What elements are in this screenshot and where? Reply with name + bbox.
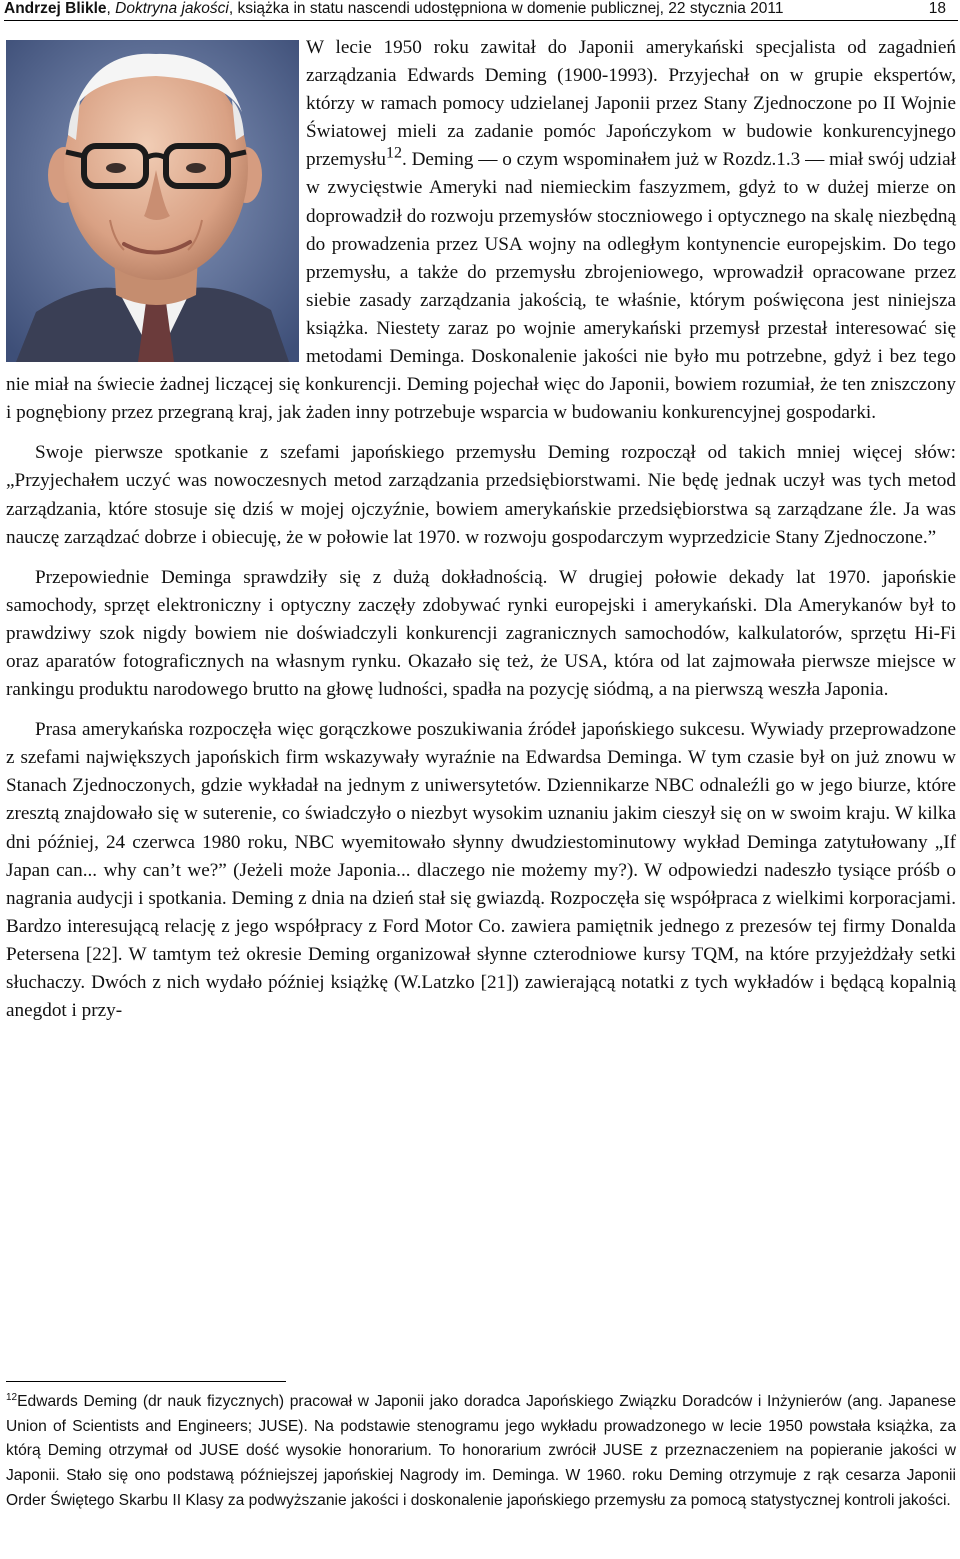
page-number: 18 xyxy=(928,0,946,17)
header-title: Andrzej Blikle, Doktryna jakości, książka in statu nascendi udostępniona w domenie publicznej, 22 stycznia 2011 xyxy=(4,0,784,17)
header-description: , książka in statu nascendi udostępniona w domenie publicznej, 22 stycznia 2011 xyxy=(228,0,784,17)
header-book-title: Doktryna jakości xyxy=(115,0,229,17)
footnote-mark: 12 xyxy=(6,1391,18,1403)
photo-float-spacer xyxy=(6,34,306,370)
paragraph-2: Swoje pierwsze spotkanie z szefami japońskiego przemysłu Deming rozpoczął od takich mniej więcej słów: „Przyjechałem uczyć was nowoczesnych metod zarządzania przedsiębiorstwami. Nie będę jednak uczył was tych metod zarządzania, które stosuje się dziś w mojej ojczyźnie, bowiem amerykańskie przedsiębiorstwa są zarządzane źle. Ja was nauczę zarządzać dobrze i obiecuję, że w połowie lat 1970. w rozwoju gospodarczym wyprzedzicie Stany Zjednoczone.” xyxy=(6,442,956,548)
header-author: Andrzej Blikle xyxy=(4,0,107,17)
paragraph-1-continued: . Deming — o czym wspominałem już w Rozdz.1.3 — miał swój udział w zwycięstwie Ameryki nad niemieckim faszyzmem, gdyż to w dużej mierze on doprowadził do rozwoju przemysłów stoczniowego i optycznego na skalę niezbędną do prowadzenia przez USA wojny na odległym kontynencie europejskim. Do tego przemysłu, a także do przemysłu zbrojeniowego, wprowadził opracowane przez siebie zasady zarządzania jakością, te właśnie, którym poświęcona jest niniejsza książka. Niestety zaraz po wojnie amerykański przemysł przestał interesować się metodami Deminga. Doskonalenie jakości nie było mu potrzebne, gdyż i bez tego nie miał na świecie żadnej liczącej się konkurencji. Deming pojechał więc do Japonii, bowiem rozumiał, że ten zniszczony i pognębiony przez przegraną kraj, jak żaden inny potrzebuje wsparcia w budowaniu konkurencyjnej gospodarki. xyxy=(6,149,956,424)
paragraph-1 xyxy=(6,34,956,427)
footnote-separator xyxy=(6,1381,286,1382)
running-header xyxy=(4,0,958,21)
paragraph-1-text: W lecie 1950 roku zawitał do Japonii amerykański specjalista od zagadnień zarządzania Edwards Deming (1900-1993). Przyjechał on w grupie ekspertów, którzy w ramach pomocy udzielanej Japonii przez Stany Zjednoczone po II Wojnie Światowej mieli za zadanie pomóc Japończykom w budowie konkurencyjnego przemysłu xyxy=(306,37,956,171)
paragraph-4: Prasa amerykańska rozpoczęła więc gorączkowe poszukiwania źródeł japońskiego sukcesu. Wywiady przeprowadzone z szefami największych japońskich firm wskazywały wyraźnie na Edwardsa Deminga. W tym czasie był on już znowu w Stanach Zjednoczonych, gdzie wykładał na jednym z uniwersytetów. Dziennikarze NBC odnaleźli go w jego biurze, które zresztą znajdowało się w suterenie, co świadczyło o niezbyt wysokim uznaniu jakim cieszył się on w swoim kraju. W kilka dni później, 24 czerwca 1980 roku, NBC wyemitowało słynny dwudziestominutowy wykład Deminga zatytułowany „If Japan can... why can’t we?” (Jeżeli może Japonia... dlaczego nie możemy my?). W odpowiedzi nadeszło tysiące próśb o nagrania audycji i spotkania. Deming z dnia na dzień stał się gwiazdą. Rozpoczęła się współpraca z wielkimi korporacjami. Bardzo interesującą relację z jego współpracy z Ford Motor Co. zawiera pamiętnik jednego z prezesów tej firmy Donalda Petersena [22]. W tamtym też okresie Deming organizował słynne czterodniowe kursy TQM, na które przyjeżdżały setki słuchaczy. Dwóch z nich wydało później książkę (W.Latzko [21]) zawierającą notatki z tych wykładów i będącą kopalnią anegdot i przy- xyxy=(6,719,956,1022)
footnote-reference: 12 xyxy=(385,144,402,162)
main-text xyxy=(6,34,956,1025)
footnote-text: Edwards Deming (dr nauk fizycznych) pracował w Japonii jako doradca Japońskiego Związku Doradców i Inżynierów (ang. Japanese Union of Scientists and Engineers; JUSE). Na podstawie stenogramu jego wykładu prowadzonego w lecie 1950 powstała książka, za którą Deming otrzymał od JUSE dość wysokie honorarium. To honorarium zwrócił JUSE z przeznaczeniem na popieranie jakości w Japonii. Stało się ono podstawą późniejszej japońskiej Nagrody im. Deminga. W 1960. roku Deming otrzymuje z rąk cesarza Japonii Order Świętego Skarbu II Klasy za podwyższanie jakości i doskonalenie japońskiego przemysłu za pomocą statystycznej kontroli jakości. xyxy=(6,1393,956,1509)
footnote xyxy=(6,1390,956,1514)
paragraph-3: Przepowiednie Deminga sprawdziły się z dużą dokładnością. W drugiej połowie dekady lat 1970. japońskie samochody, sprzęt elektroniczny i optyczny zaczęły zdobywać rynki europejski i amerykański. Dla Amerykanów był to prawdziwy szok nigdy bowiem nie doświadczyli konkurencji zagranicznych samochodów, kalkulatorów, sprzętu Hi-Fi oraz aparatów fotograficznych na własnym rynku. Okazało się też, że USA, która od lat zajmowała pierwsze miejsce w rankingu produktu narodowego brutto na głowę ludności, spadła na pozycję siódmą, a na pierwszą weszła Japonia. xyxy=(6,566,956,701)
